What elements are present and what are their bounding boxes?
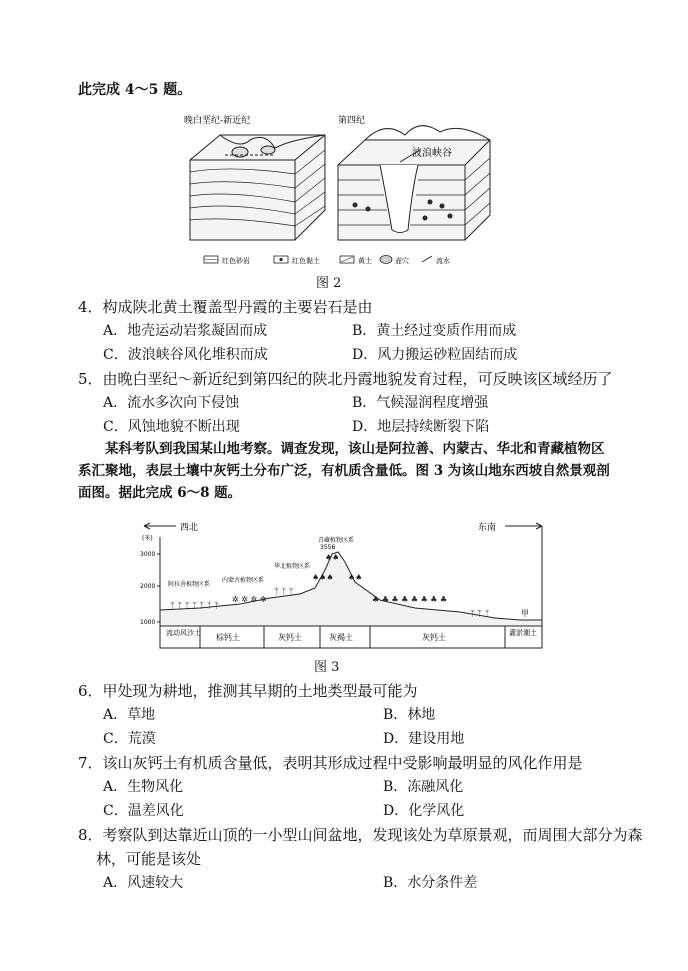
fig3-peak-elevation: 3556 <box>320 544 336 551</box>
q7-option-c: C．温差风化 <box>103 803 184 819</box>
q8-option-b: B．水分条件差 <box>383 875 478 891</box>
question-8-stem-line1: 8．考察队到达靠近山顶的一小型山间盆地，发现该处为草原景观，而周围大部分为森 <box>78 826 643 844</box>
question-8-stem-line2: 林，可能是该处 <box>96 850 202 868</box>
question-7-stem: 7．该山灰钙土有机质含量低，表明其形成过程中受影响最明显的风化作用是 <box>78 754 583 772</box>
svg-text:ᛉ ᛉ ᛉ: ᛉ ᛉ ᛉ <box>274 587 294 596</box>
soil-blown-sand: 流动风沙土 <box>166 629 201 637</box>
q6-option-c: C．荒漠 <box>103 731 156 747</box>
q6-option-d: D．建设用地 <box>383 731 465 747</box>
fig2-legend <box>204 256 450 266</box>
svg-text:♠♠♠: ♠♠♠ <box>312 573 334 582</box>
figure-2-caption: 图 2 <box>316 276 342 291</box>
flora-north-china: 华北植物区系 <box>274 563 311 570</box>
question-4-stem: 4．构成陕北黄土覆盖型丹霞的主要岩石是由 <box>78 298 373 316</box>
q5-option-a: A．流水多次向下侵蚀 <box>103 395 240 411</box>
svg-text:♠♠: ♠♠ <box>348 573 363 582</box>
legend-red-clay: 红色黏土 <box>292 257 320 265</box>
legend-loess: 黄土 <box>358 257 372 265</box>
left-block-diagram <box>190 135 325 240</box>
soil-irrigated-fluvo: 灌淤潮土 <box>509 629 537 637</box>
soil-sierozem-west: 灰钙土 <box>278 633 302 642</box>
passage: 某科考队到我国某山地考察。调查发现，该山是阿拉善、内蒙古、华北和青藏植物区系汇聚地，表层土壤中灰钙土分布广泛，有机质含量低。图 3 为该山地东西坡自然景观剖面图。据此完成 6～8 题。 <box>78 441 610 501</box>
legend-red-sandstone: 红色砂岩 <box>222 257 250 265</box>
fig3-y-tick-3000: 3000 <box>140 551 156 558</box>
q5-option-c: C．风蚀地貌不断出现 <box>103 419 240 435</box>
q6-option-b: B．林地 <box>383 707 436 723</box>
q4-option-b: B．黄土经过变质作用而成 <box>352 323 517 339</box>
q8-option-a: A．风速较大 <box>103 875 184 891</box>
fig3-y-tick-1000: 1000 <box>140 619 156 626</box>
legend-flowing-water: 流水 <box>436 257 450 265</box>
q7-option-b: B．冻融风化 <box>383 779 464 795</box>
figure-3-caption: 图 3 <box>314 660 340 675</box>
q7-option-a: A．生物风化 <box>103 779 184 795</box>
fig3-y-tick-2000: 2000 <box>140 583 156 590</box>
q4-option-d: D．风力搬运砂粒固结而成 <box>352 347 518 363</box>
q7-option-d: D．化学风化 <box>383 803 465 819</box>
flora-alxa: 阿拉善植物区系 <box>168 581 211 588</box>
question-5-stem: 5．由晚白垩纪～新近纪到第四纪的陕北丹霞地貌发育过程，可反映该区域经历了 <box>78 370 613 388</box>
soil-brown-calcic: 棕钙土 <box>216 633 240 642</box>
fig3-y-unit: (米) <box>142 535 153 542</box>
svg-text:✲ ✲ ✲ ✲: ✲ ✲ ✲ ✲ <box>232 595 267 604</box>
intro-text: 此完成 4～5 题。 <box>78 82 192 98</box>
svg-text:ᛉ ᛉ ᛉ: ᛉ ᛉ ᛉ <box>470 609 490 618</box>
question-6-stem: 6．甲处现为耕地，推测其早期的土地类型最可能为 <box>78 682 418 700</box>
point-jia: 甲 <box>521 609 529 618</box>
fig2-right-label: 第四纪 <box>338 116 366 126</box>
figure-3 <box>140 522 550 652</box>
soil-sierozem-east: 灰钙土 <box>422 633 446 642</box>
q6-option-a: A．草地 <box>103 707 156 723</box>
q4-option-c: C．波浪峡谷风化堆积而成 <box>103 347 268 363</box>
fig3-direction-southeast: 东南 <box>478 523 497 533</box>
legend-pothole: 壶穴 <box>395 257 409 265</box>
q5-option-b: B．气候湿润程度增强 <box>352 395 489 411</box>
flora-inner-mongolia: 内蒙古植物区系 <box>222 577 265 584</box>
q5-option-d: D．地层持续断裂下陷 <box>352 419 490 435</box>
figure-2 <box>180 110 500 270</box>
svg-text:ᛉ ᛉ ᛉ ᛉ ᛉ ᛉ ᛉ: ᛉ ᛉ ᛉ ᛉ ᛉ ᛉ ᛉ <box>170 601 219 610</box>
flora-qinghai-tibet: 青藏植物区系 <box>318 537 355 544</box>
svg-text:♣ ♣ ♣ ♣ ♣ ♣ ♣ ♣: ♣ ♣ ♣ ♣ ♣ ♣ ♣ ♣ <box>372 595 448 604</box>
soil-gray-cinnamon: 灰褐土 <box>329 633 353 642</box>
fig3-direction-northwest: 西北 <box>180 523 199 533</box>
svg-text:♠♠: ♠♠ <box>325 553 340 562</box>
q4-option-a: A．地壳运动岩浆凝固而成 <box>103 323 268 339</box>
fig2-left-label: 晚白垩纪-新近纪 <box>184 116 251 126</box>
right-block-diagram <box>338 126 490 240</box>
fig2-canyon-label: 波浪峡谷 <box>412 148 452 159</box>
